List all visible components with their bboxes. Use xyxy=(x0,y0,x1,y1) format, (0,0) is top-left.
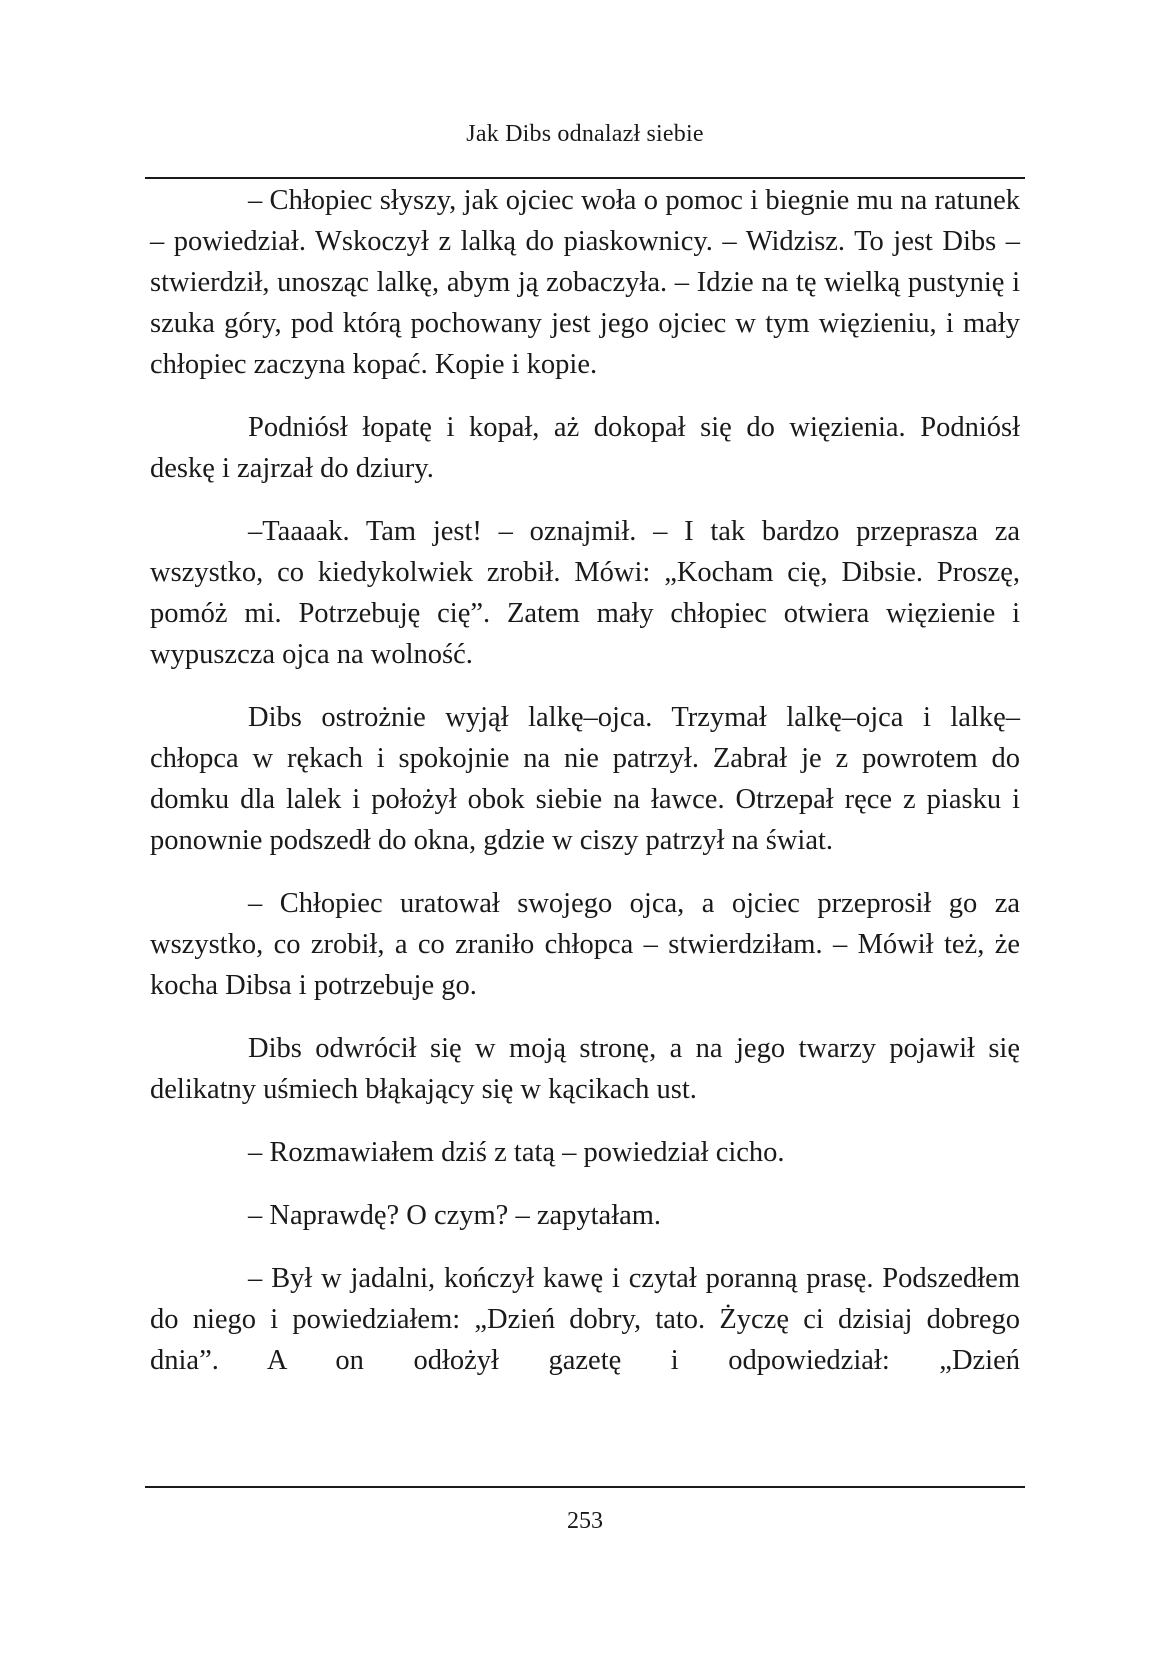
paragraph: Dibs ostrożnie wyjął lalkę–ojca. Trzymał lalkę–ojca i lalkę–chłopca w rękach i spokojnie na nie patrzył. Zabrał je z powrotem do domku dla lalek i położył obok siebie na ławce. Otrzepał ręce z piasku i ponownie podszedł do okna, gdzie w ciszy patrzył na świat. xyxy=(150,702,1020,856)
paragraph: – Chłopiec słyszy, jak ojciec woła o pomoc i biegnie mu na ratunek – powiedział. Wskoczył z lalką do piaskownicy. – Widzisz. To jest Dibs – stwierdził, unosząc lalkę, abym ją zobaczyła. – Idzie na tę wielką pustynię i szuka góry, pod którą pochowany jest jego ojciec w tym więzieniu, i mały chłopiec zaczyna kopać. Kopie i kopie. xyxy=(150,185,1020,380)
page-number: 253 xyxy=(567,1508,603,1534)
paragraph: Podniósł łopatę i kopał, aż dokopał się do więzienia. Podniósł deskę i zajrzał do dziury. xyxy=(150,412,1020,484)
paragraph: – Chłopiec uratował swojego ojca, a ojciec przeprosił go za wszystko, co zrobił, a co zraniło chłopca – stwierdziłam. – Mówił też, że kocha Dibsa i potrzebuje go. xyxy=(150,888,1020,1001)
body-text xyxy=(150,180,1020,1381)
header-rule xyxy=(145,177,1025,179)
paragraph: – Naprawdę? O czym? – zapytałam. xyxy=(248,1200,662,1231)
footer-rule xyxy=(145,1486,1025,1488)
paragraph: Dibs odwrócił się w moją stronę, a na jego twarzy pojawił się delikatny uśmiech błąkający się w kącikach ust. xyxy=(150,1033,1020,1105)
running-header: Jak Dibs odnalazł siebie xyxy=(466,121,704,147)
paragraph: – Rozmawiałem dziś z tatą – powiedział cicho. xyxy=(248,1137,785,1168)
paragraph: – Był w jadalni, kończył kawę i czytał poranną prasę. Podszedłem do niego i powiedziałem: „Dzień dobry, tato. Życzę ci dzisiaj dobrego dnia”. A on odłożył gazetę i odpowiedział: „Dzień xyxy=(150,1263,1020,1376)
paragraph: –Taaaak. Tam jest! – oznajmił. – I tak bardzo przeprasza za wszystko, co kiedykolwiek zrobił. Mówi: „Kocham cię, Dibsie. Proszę, pomóż mi. Potrzebuję cię”. Zatem mały chłopiec otwiera więzienie i wypuszcza ojca na wolność. xyxy=(150,516,1020,670)
